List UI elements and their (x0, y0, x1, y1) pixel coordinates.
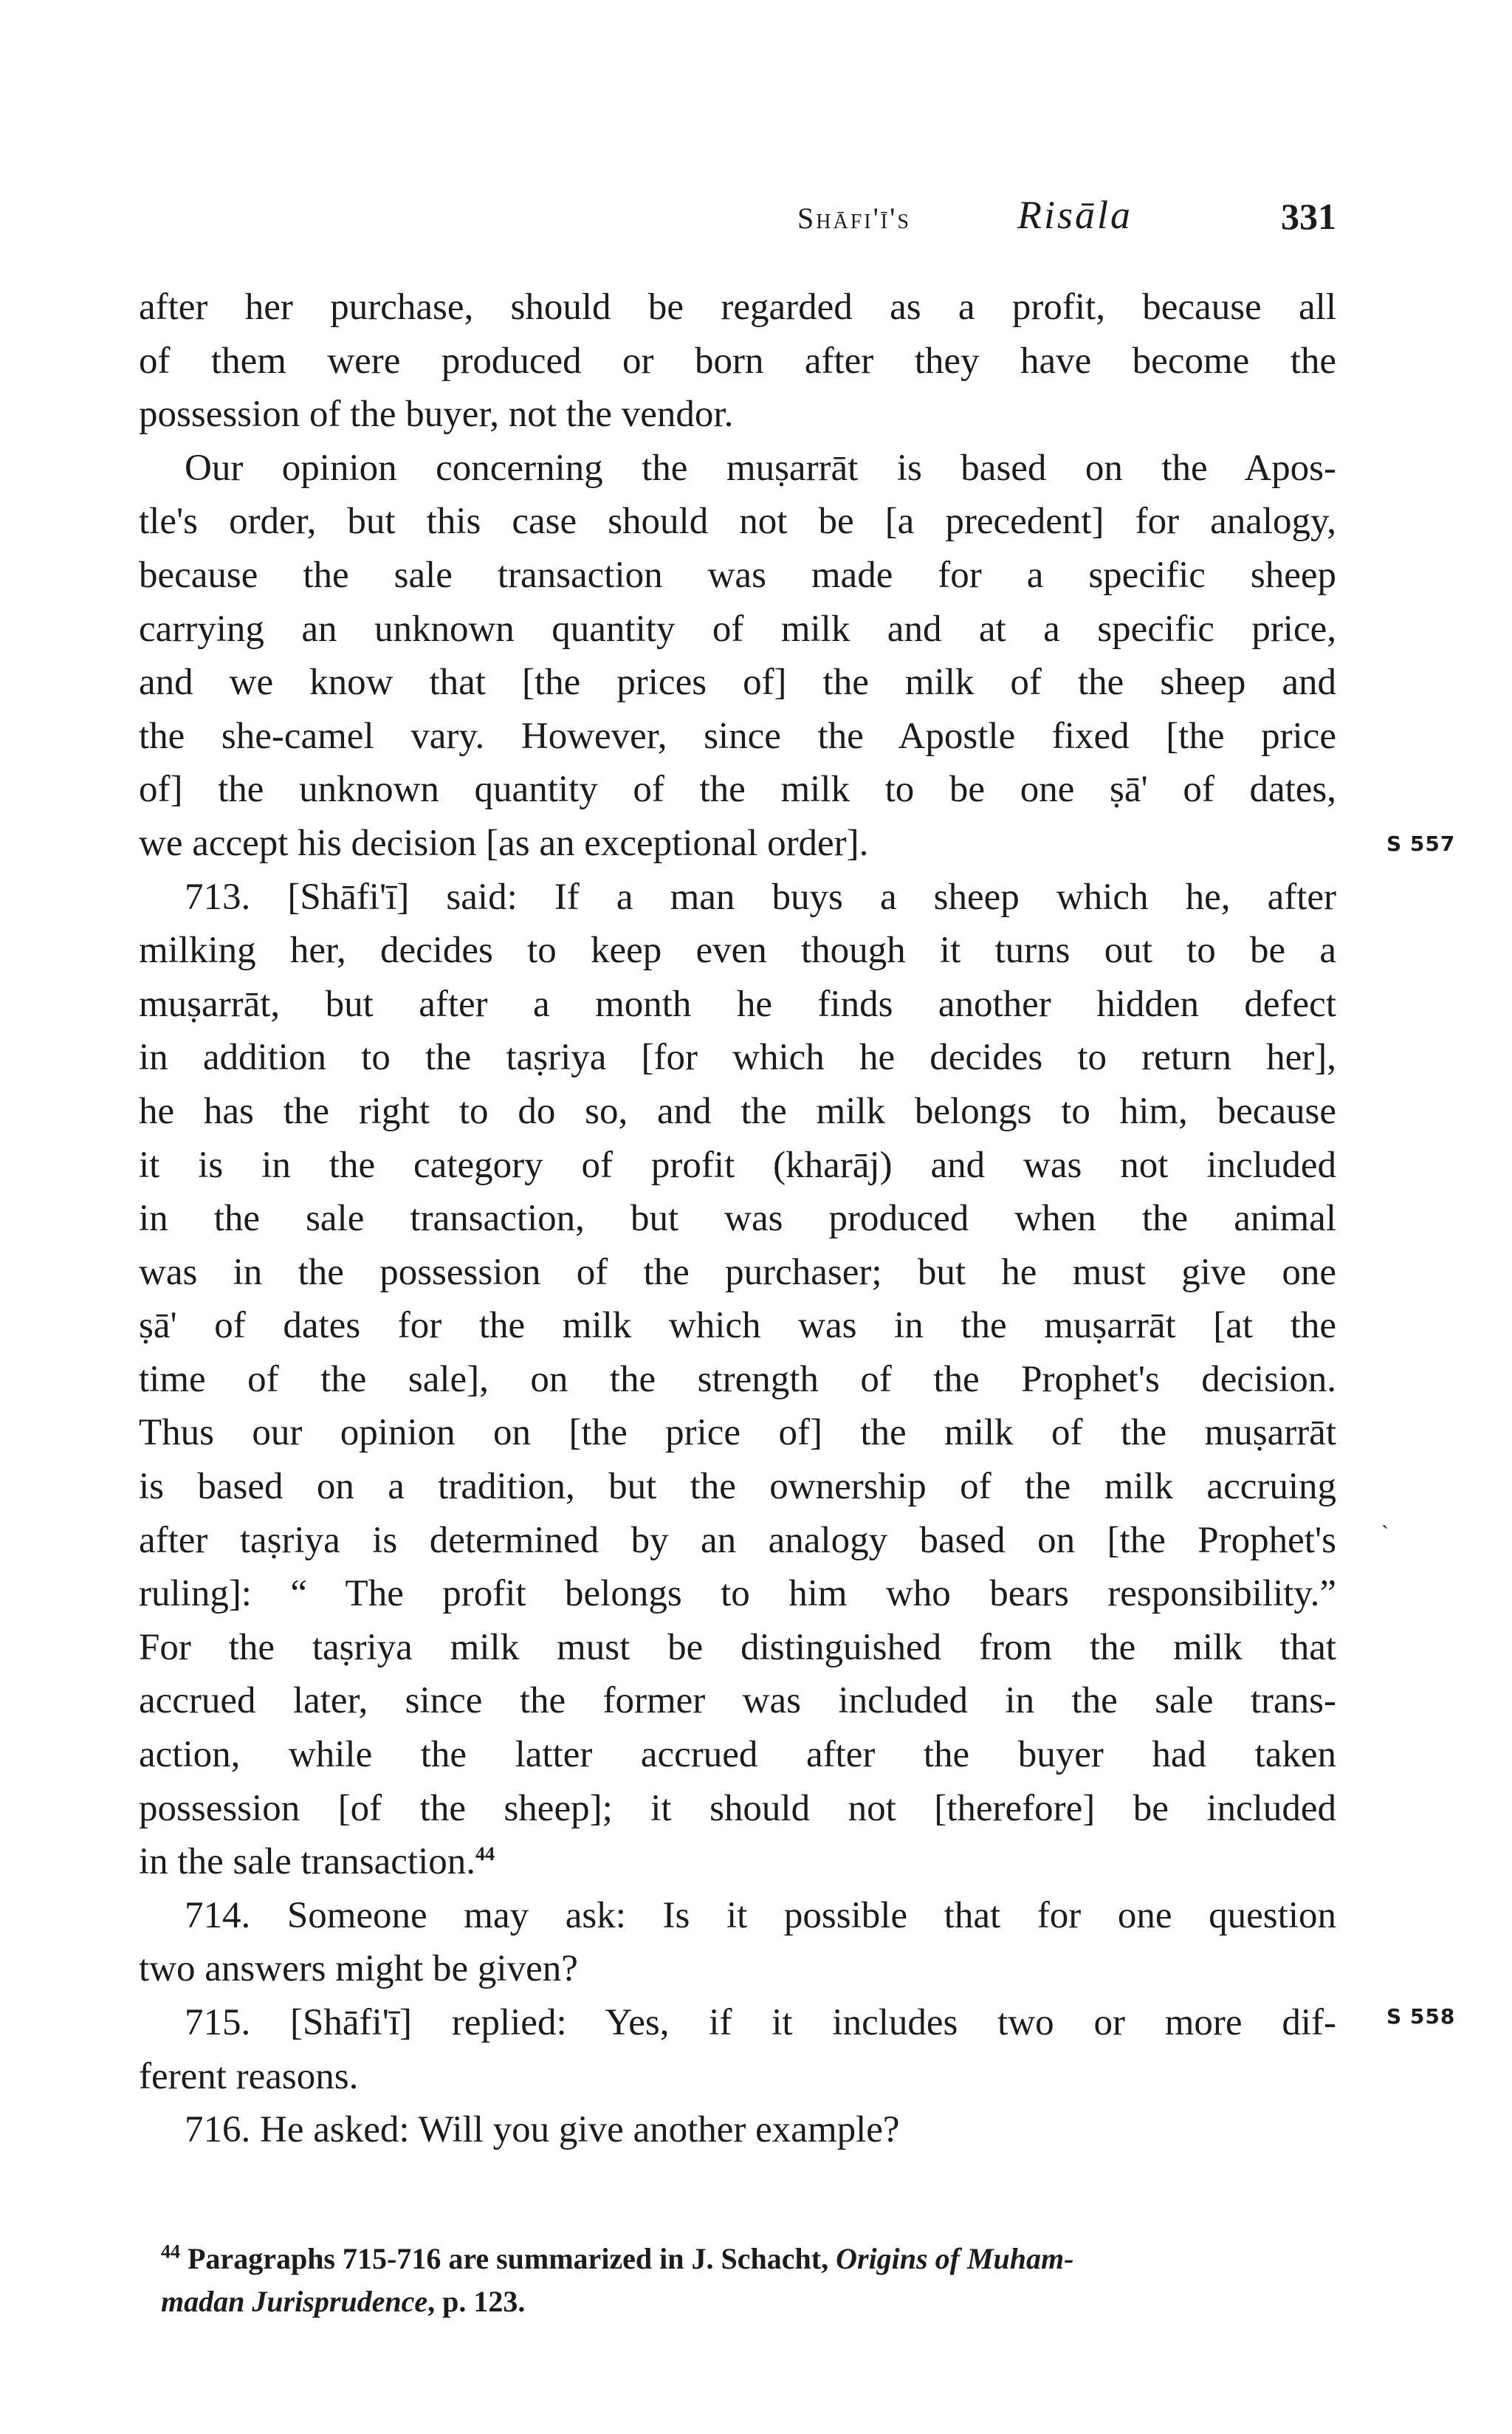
footnote-line-1 (161, 2238, 1357, 2280)
text-line: ferent reasons. (139, 2055, 359, 2097)
text-line: ruling]: “ The profit belongs to him who bears responsibility.” (139, 1573, 1336, 1615)
footnote (161, 2238, 1357, 2323)
text-line: action, while the latter accrued after the buyer had taken (139, 1734, 1336, 1776)
text-line: it is in the category of profit (kharāj) and was not included (139, 1144, 1336, 1186)
text-line: he has the right to do so, and the milk belongs to him, because (139, 1090, 1336, 1132)
stray-mark: ` (1381, 1521, 1389, 1546)
paragraph-714-start: 714. Someone may ask: Is it possible that for one question (185, 1894, 1336, 1936)
text-line: carrying an unknown quantity of milk and at a specific price, (139, 608, 1336, 650)
text-line-with-footnote (139, 1835, 1336, 1889)
text-line: tle's order, but this case should not be [a precedent] for analogy, (139, 501, 1336, 543)
text-line: accrued later, since the former was included in the sale trans- (139, 1680, 1336, 1722)
margin-note-s557: S 557 (1386, 832, 1456, 856)
text-line: possession of the buyer, not the vendor. (139, 394, 734, 436)
text-line: after taṣriya is determined by an analogy based on [the Prophet's (139, 1519, 1336, 1561)
footnote-marker: 44 (161, 2241, 180, 2263)
text-line: possession [of the sheep]; it should not [therefore] be included (139, 1787, 1336, 1829)
footnote-reference[interactable]: 44 (475, 1843, 495, 1865)
running-head (797, 189, 1336, 248)
text-line: in addition to the taṣriya [for which he decides to return her], (139, 1037, 1336, 1079)
text-line: after her purchase, should be regarded as a profit, because all (139, 287, 1336, 328)
text-line: Our opinion concerning the muṣarrāt is based on the Apos- (185, 447, 1336, 489)
text-line: of them were produced or born after they have become the (139, 340, 1336, 382)
text-line: of] the unknown quantity of the milk to be one ṣā' of dates, (139, 769, 1336, 811)
paragraph-716-start: 716. He asked: Will you give another example? (185, 2109, 900, 2151)
footnote-text: Paragraphs 715-716 are summarized in J. Schacht, (188, 2242, 836, 2275)
page-number: 331 (1281, 196, 1336, 237)
paragraph-713-start: 713. [Shāfi'ī] said: If a man buys a sheep which he, after (185, 876, 1336, 918)
body-text (139, 281, 1336, 2157)
text-line: ṣā' of dates for the milk which was in the muṣarrāt [at the (139, 1305, 1336, 1347)
text-line: Thus our opinion on [the price of] the milk of the muṣarrāt (139, 1412, 1336, 1454)
footnote-page-ref: , p. 123. (427, 2285, 526, 2318)
text-line: is based on a tradition, but the ownership of the milk accruing (139, 1466, 1336, 1508)
running-head-title: Risāla (1017, 193, 1133, 237)
text-line: time of the sale], on the strength of the Prophet's decision. (139, 1358, 1336, 1400)
text-line: we accept his decision [as an exceptional order]. (139, 822, 869, 864)
text-line: in the sale transaction. (139, 1841, 476, 1883)
margin-note-s558: S 558 (1386, 2004, 1456, 2029)
text-line: because the sale transaction was made for a specific sheep (139, 554, 1336, 596)
footnote-book-title-part-1: Origins of Muham- (836, 2242, 1074, 2275)
text-line: the she-camel vary. However, since the Apostle fixed [the price (139, 715, 1336, 757)
footnote-book-title-part-2: madan Jurisprudence (161, 2285, 428, 2318)
text-line: muṣarrāt, but after a month he finds another hidden defect (139, 983, 1336, 1025)
text-line: was in the possession of the purchaser; but he must give one (139, 1251, 1336, 1293)
paragraph-715-start: 715. [Shāfi'ī] replied: Yes, if it includes two or more dif- (185, 2002, 1336, 2043)
running-head-author: Shāfi'ī's (797, 202, 911, 235)
text-line: milking her, decides to keep even though it turns out to be a (139, 930, 1336, 972)
text-line: For the taṣriya milk must be distinguished from the milk that (139, 1626, 1336, 1668)
text-line: and we know that [the prices of] the milk of the sheep and (139, 662, 1336, 704)
text-line: two answers might be given? (139, 1948, 578, 1990)
text-line: in the sale transaction, but was produced when the animal (139, 1198, 1336, 1240)
footnote-line-2 (161, 2280, 1357, 2323)
